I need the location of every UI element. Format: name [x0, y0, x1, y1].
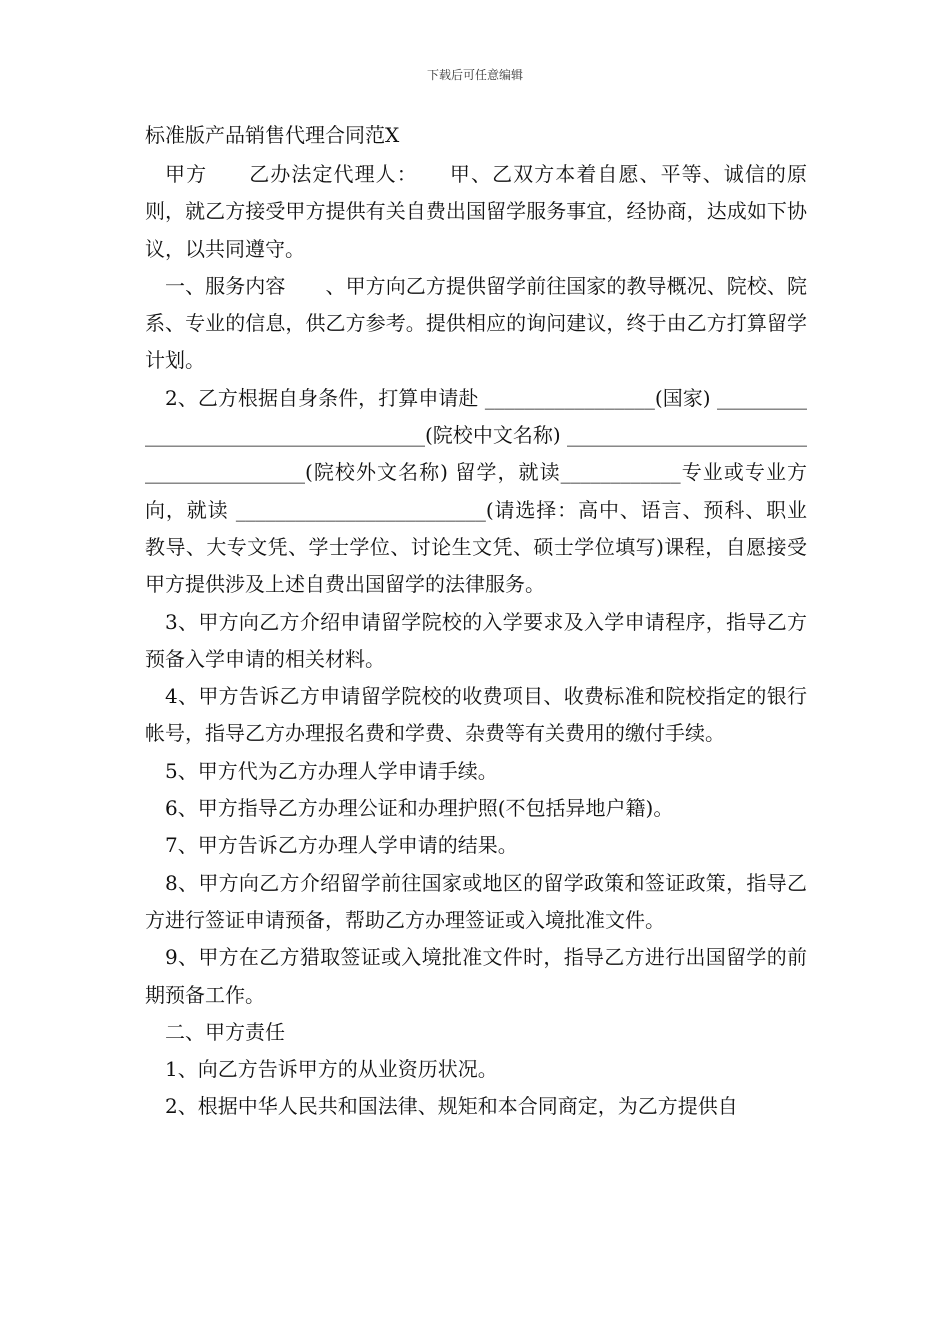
- page-header-note: 下载后可任意编辑: [426, 68, 523, 82]
- paragraph-item-4: 4、甲方告诉乙方申请留学院校的收费项目、收费标准和院校指定的银行帐号，指导乙方办理报名费和学费、杂费等有关费用的缴付手续。: [145, 684, 807, 746]
- document-title: 标准版产品销售代理合同范X: [145, 123, 400, 147]
- paragraph-item-8: 8、甲方向乙方介绍留学前往国家或地区的留学政策和签证政策，指导乙方进行签证申请预备，帮助乙方办理签证或入境批准文件。: [145, 870, 807, 932]
- paragraph-item-2: 2、乙方根据自身条件，打算申请赴 _________________(国家) _____________________________________(院校中文名称) ________________________________________(院校外文名称) 留学，就读____________专业或专业方向，就读 _________________________(请选择：高中、语言、预科、职业教导、大专文凭、学士学位、讨论生文凭、硕士学位填写)课程，自愿接受甲方提供涉及上述自费出国留学的法律服务。: [145, 385, 807, 597]
- paragraph-item-6: 6、甲方指导乙方办理公证和办理护照(不包括异地户籍)。: [165, 796, 674, 821]
- paragraph-duty-2: 2、根据中华人民共和国法律、规矩和本合同商定，为乙方提供自: [165, 1094, 738, 1119]
- paragraph-item-7: 7、甲方告诉乙方办理人学申请的结果。: [165, 833, 518, 858]
- paragraph-duty-1: 1、向乙方告诉甲方的从业资历状况。: [165, 1057, 498, 1082]
- section-heading-party-a-duties: 二、甲方责任: [165, 1019, 285, 1044]
- paragraph-item-3: 3、甲方向乙方介绍申请留学院校的入学要求及入学申请程序，指导乙方预备入学申请的相关材料。: [145, 609, 807, 671]
- paragraph-item-9: 9、甲方在乙方猎取签证或入境批准文件时，指导乙方进行出国留学的前期预备工作。: [145, 945, 807, 1007]
- document-body: [145, 156, 807, 1126]
- paragraph-item-5: 5、甲方代为乙方办理人学申请手续。: [165, 758, 498, 783]
- paragraph-parties: 甲方 乙办法定代理人： 甲、乙双方本着自愿、平等、诚信的原则，就乙方接受甲方提供有关自费出国留学服务事宜，经协商，达成如下协议，以共同遵守。: [145, 162, 807, 261]
- paragraph-service-content: 一、服务内容 、甲方向乙方提供留学前往国家的教导概况、院校、院系、专业的信息，供乙方参考。提供相应的询问建议，终于由乙方打算留学计划。: [145, 273, 807, 373]
